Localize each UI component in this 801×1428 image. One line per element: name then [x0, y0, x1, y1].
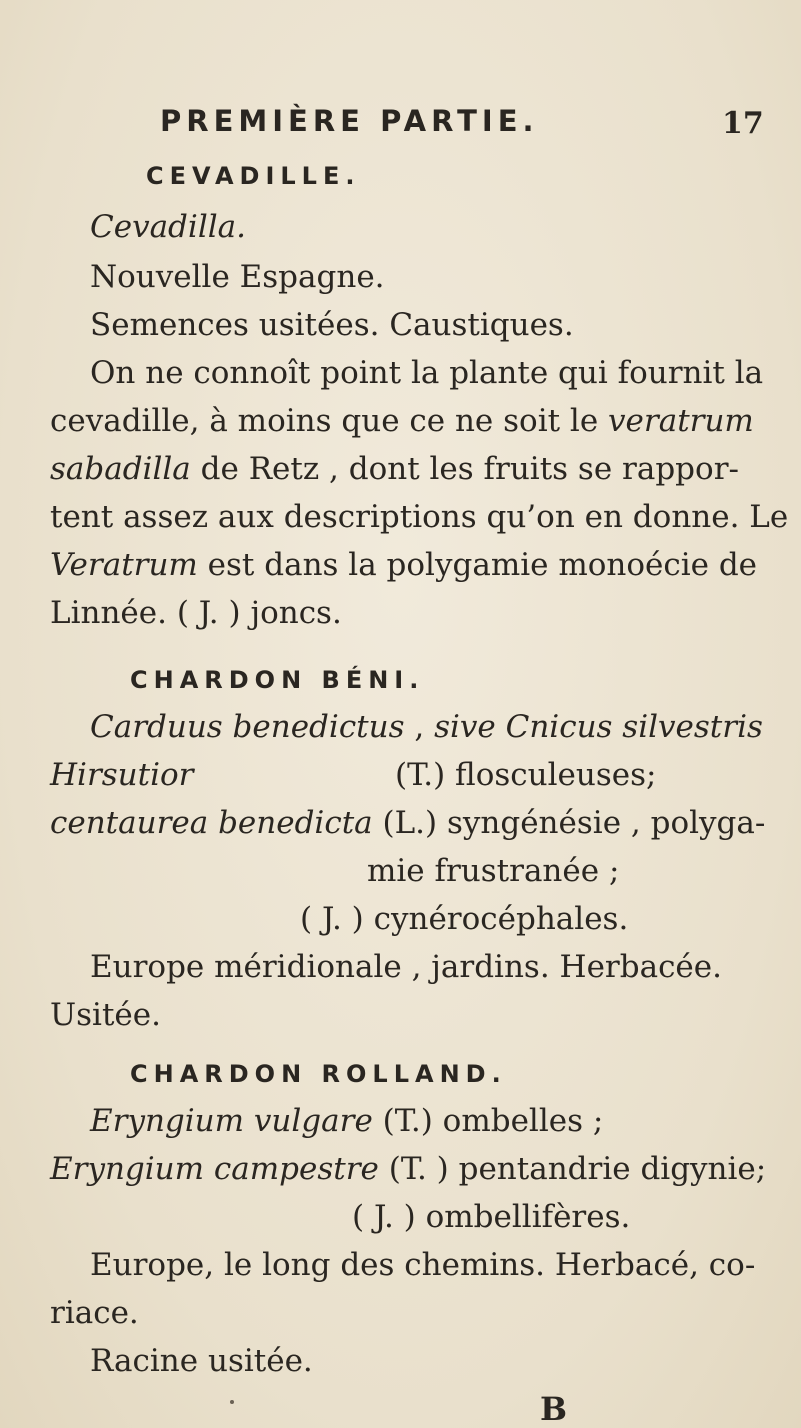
- classification: ( J. ) ombellifères.: [352, 1199, 631, 1235]
- classification: ( J. ) cynérocéphales.: [300, 901, 629, 937]
- habitat-line: Racine usitée.: [90, 1343, 313, 1379]
- classification: mie frustranée ;: [367, 853, 620, 889]
- entry-origin: Nouvelle Espagne.: [90, 259, 385, 295]
- section-title-chardon-rolland: CHARDON ROLLAND.: [130, 1060, 507, 1088]
- habitat-line: Europe, le long des chemins. Herbacé, co-: [90, 1247, 756, 1283]
- paragraph-line: Veratrum est dans la polygamie monoécie de: [50, 547, 758, 583]
- habitat-line: Europe méridionale , jardins. Herbacée.: [90, 949, 722, 985]
- habitat-line: Usitée.: [50, 997, 161, 1033]
- classification: (T.) flosculeuses;: [395, 757, 657, 793]
- paragraph-line: tent assez aux descriptions qu’on en donne. Le: [50, 499, 789, 535]
- synonym-line: Carduus benedictus , sive Cnicus silvestris: [90, 709, 763, 745]
- habitat-line: riace.: [50, 1295, 139, 1331]
- paragraph-line: cevadille, à moins que ce ne soit le veratrum: [50, 403, 754, 439]
- entry-use: Semences usitées. Caustiques.: [90, 307, 574, 343]
- speck: [230, 1400, 234, 1404]
- running-title: PREMIÈRE PARTIE.: [160, 104, 539, 138]
- section-title-cevadille: CEVADILLE.: [146, 162, 361, 190]
- section-title-chardon-beni: CHARDON BÉNI.: [130, 666, 425, 694]
- paragraph-line: Linnée. ( J. ) joncs.: [50, 595, 342, 631]
- entry-latin-name: Cevadilla.: [90, 209, 246, 245]
- synonym-line: centaurea benedicta (L.) syngénésie , polyga-: [50, 805, 766, 841]
- signature-mark: B: [540, 1390, 568, 1428]
- synonym-line: Hirsutior: [50, 757, 194, 793]
- synonym-line: Eryngium vulgare (T.) ombelles ;: [90, 1103, 604, 1139]
- synonym-line: Eryngium campestre (T. ) pentandrie digynie;: [50, 1151, 767, 1187]
- paragraph-line: On ne connoît point la plante qui fournit la: [90, 355, 764, 391]
- page-number: 17: [722, 106, 764, 141]
- paragraph-line: sabadilla de Retz , dont les fruits se rappor-: [50, 451, 739, 487]
